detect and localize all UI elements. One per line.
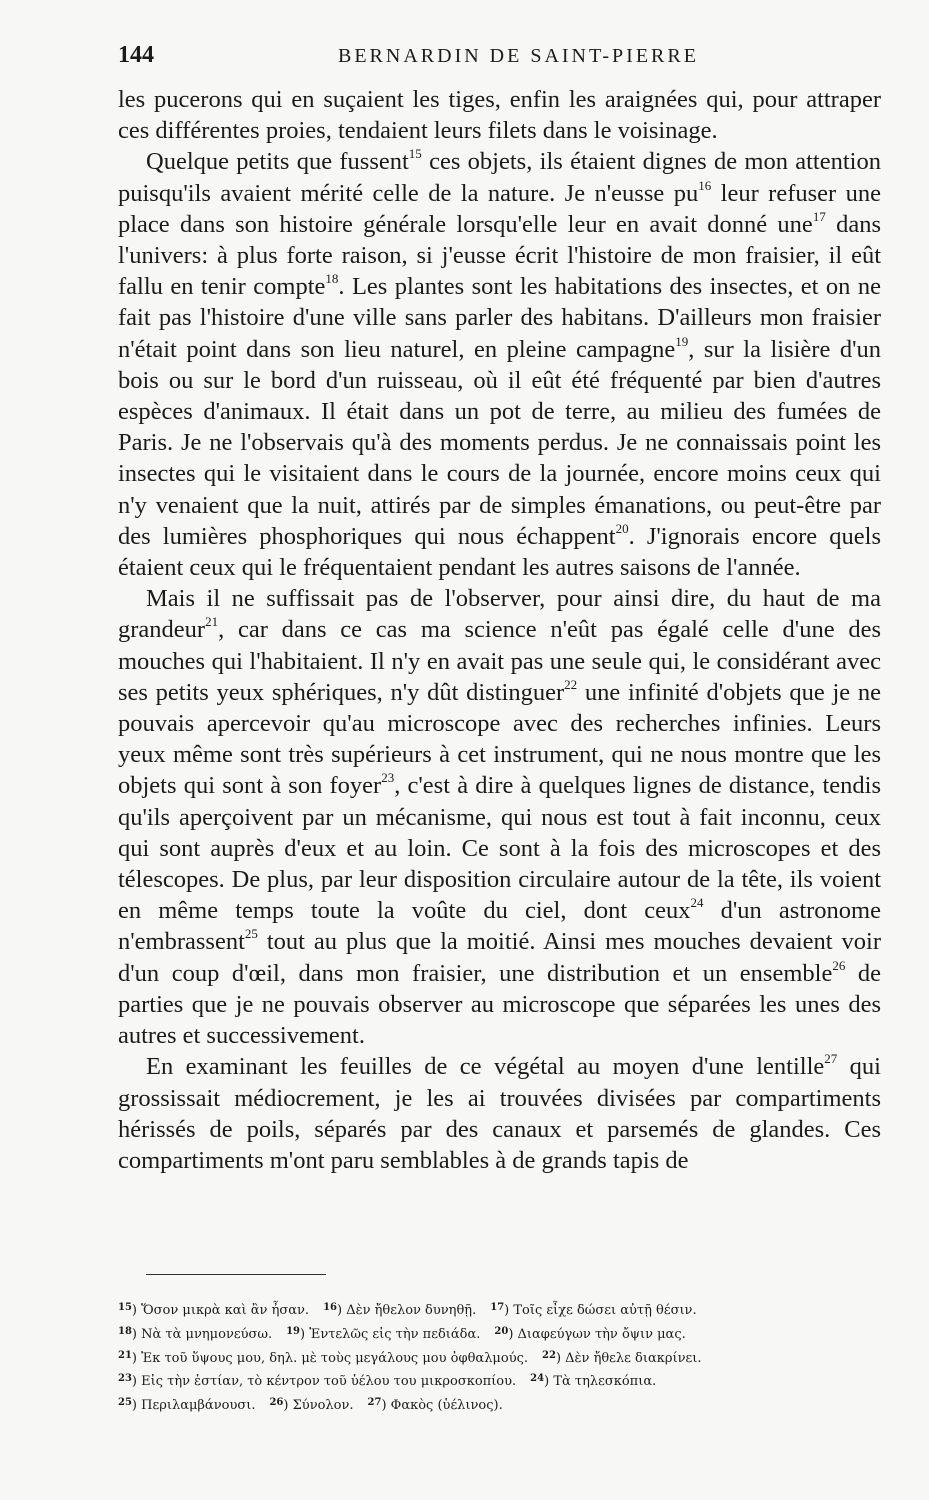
footnote-paren: )	[283, 1398, 293, 1414]
footnote-paren: )	[508, 1326, 518, 1342]
footnotes	[118, 1298, 881, 1417]
footnote	[118, 1398, 255, 1413]
footnote-marker: 17	[812, 208, 826, 224]
footnote-text: Ἐκ τοῦ ὕψους μου, δηλ. μὲ τοὺς μεγάλους μου ὀφθαλμούς.	[141, 1350, 529, 1366]
footnote-marker: 25	[244, 926, 258, 942]
footnote	[269, 1398, 353, 1413]
footnote	[490, 1303, 696, 1318]
footnote-number: 26	[269, 1397, 284, 1409]
footnote-number: 19	[286, 1325, 301, 1337]
text-run: qui grossissait médiocrement, je les ai trouvées divisées par compartiments hérissés de poils, séparés par des canaux et parsemés de glandes. Ces compartiments m'ont paru semblables à de grands tapis de	[118, 1053, 881, 1174]
footnote-number: 15	[118, 1302, 132, 1313]
text-run: d'un astronome n'embrassent	[118, 897, 881, 956]
footnote-number: 23	[118, 1373, 132, 1385]
footnote-paren: )	[131, 1326, 142, 1342]
footnote-number: 17	[490, 1302, 505, 1313]
footnote	[286, 1327, 480, 1342]
text-run: dans l'univers: à plus forte raison, si j'eusse écrit l'histoire de mon fraisier, il eût fallu en tenir compte	[118, 210, 881, 301]
text-run: . J'ignorais encore quels étaient ceux qui le fréquentaient pendant les autres saisons de l'année.	[118, 522, 881, 582]
paragraph	[118, 583, 881, 1051]
footnote-marker: 15	[408, 146, 422, 162]
footnote-paren: )	[544, 1374, 554, 1390]
text-run: leur refuser une place dans son histoire générale lorsqu'elle leur en avait donné une	[118, 179, 881, 238]
footnote-paren: )	[131, 1374, 142, 1390]
footnote	[494, 1327, 685, 1342]
footnote-number: 24	[530, 1373, 545, 1385]
footnote-text: Νὰ τὰ μνημονεύσω.	[141, 1326, 273, 1342]
footnote-number: 27	[367, 1397, 382, 1409]
footnote-paren: )	[131, 1303, 142, 1318]
footnote-marker: 24	[690, 895, 704, 911]
text-run: ces objets, ils étaient dignes de mon attention puisqu'ils avaient mérité celle de la nature. Je n'eusse pu	[118, 148, 881, 207]
footnote-paren: )	[336, 1303, 347, 1318]
footnote-paren: )	[300, 1326, 310, 1342]
footnote-marker: 19	[675, 333, 689, 349]
footnote-number: 18	[118, 1325, 132, 1337]
footnote-number: 20	[494, 1325, 509, 1337]
footnote-marker: 26	[832, 957, 846, 973]
footnote-text: Εἰς τὴν ἑστίαν, τὸ κέντρον τοῦ ὑέλου του μικροσκοπίου.	[141, 1374, 517, 1390]
footnote-text: Διαφεύγων τὴν ὄψιν μας.	[517, 1326, 686, 1342]
footnote-line	[118, 1298, 881, 1322]
footnote-number: 16	[323, 1302, 337, 1313]
footnote-text: Σύνολον.	[292, 1398, 354, 1414]
footnote-text: Τοῖς εἶχε δώσει αὐτῇ θέσιν.	[513, 1303, 697, 1318]
text-run: . Les plantes sont les habitations des insectes, et on ne fait pas l'histoire d'une ville sans parler des habitans. D'ailleurs mon fraisier n'était point dans son lieu naturel, en pleine campagne	[118, 273, 882, 363]
footnote-text: Ἐντελῶς εἰς τὴν πεδιάδα.	[309, 1326, 481, 1342]
footnote-text: Δὲν ἤθελε διακρίνει.	[565, 1350, 702, 1366]
footnote-text: Τὰ τηλεσκόπια.	[553, 1374, 657, 1390]
footnote-marker: 18	[325, 271, 339, 287]
footnote	[542, 1351, 701, 1366]
footnote-marker: 20	[615, 520, 629, 536]
footnote-paren: )	[131, 1350, 142, 1366]
text-run: tout au plus que la moitié. Ainsi mes mouches devaient voir d'un coup d'œil, dans mon fraisier, une distribution et un ensemble	[118, 928, 881, 987]
text-run: Mais il ne suffissait pas de l'observer, pour ainsi dire, du haut de ma grandeur	[118, 585, 881, 644]
footnote	[530, 1374, 656, 1389]
footnote-marker: 27	[824, 1051, 838, 1067]
text-run: , sur la lisière d'un bois ou sur le bord d'un ruisseau, où il eût été fréquenté par bien d'autres espèces d'animaux. Il était dans un pot de terre, au milieu des fumées de Paris. Je ne l'observais qu'à des moments perdus. Je ne connaissais point les insectes qui le visitaient dans le cours de la journée, encore moins ceux qui n'y venaient que la nuit, attirés par de simples émanations, ou peut-être par des lumières phosphoriques qui nous échappent	[118, 335, 881, 550]
footnote	[323, 1303, 476, 1318]
text-run: , car dans ce cas ma science n'eût pas égalé celle d'une des mouches qui l'habitaient. Il n'y en avait pas une seule qui, le considérant avec ses petits yeux sphériques, n'y dût distinguer	[118, 616, 881, 706]
footnote-paren: )	[131, 1398, 142, 1414]
footnote	[118, 1374, 516, 1389]
footnote-text: Ὅσον μικρὰ καὶ ἂν ἦσαν.	[141, 1303, 310, 1318]
footnote-line	[118, 1393, 881, 1417]
footnote-number: 22	[542, 1349, 556, 1361]
paragraph	[118, 146, 881, 583]
body-text	[118, 84, 881, 1176]
text-run: de parties que je ne pouvais observer au microscope que séparées les unes des autres et successivement.	[118, 959, 882, 1050]
footnote-line	[118, 1369, 881, 1393]
page-header	[118, 42, 881, 69]
footnote	[118, 1351, 528, 1366]
footnote-marker: 23	[381, 770, 395, 786]
footnote-line	[118, 1322, 881, 1346]
footnote-number: 21	[118, 1349, 132, 1361]
text-run: , c'est à dire à quelques lignes de distance, tendis qu'ils aperçoivent par un mécanisme, qui nous est tout à fait inconnu, ceux qui sont auprès d'eux et au loin. Ce sont à la fois des microscopes et des télescopes. De plus, par leur disposition circulaire autour de la tête, ils voient en même temps toute la voûte du ciel, dont ceux	[118, 772, 881, 925]
footnote-separator	[146, 1274, 326, 1275]
footnote-marker: 21	[205, 614, 219, 630]
text-run: Quelque petits que fussent	[146, 148, 409, 176]
paragraph	[118, 1051, 881, 1176]
text-run: les pucerons qui en suçaient les tiges, enfin les araignées qui, pour attraper ces différentes proies, tendaient leurs filets dans le voisinage.	[118, 86, 881, 145]
text-run: En examinant les feuilles de ce végétal au moyen d'une lentille	[146, 1053, 825, 1081]
footnote	[368, 1398, 503, 1413]
footnote-text: Φακὸς (ὑέλινος).	[390, 1398, 503, 1414]
footnote-marker: 22	[564, 676, 578, 692]
running-title: BERNARDIN DE SAINT-PIERRE	[338, 45, 699, 67]
footnote-line	[118, 1346, 881, 1370]
footnote-paren: )	[504, 1303, 514, 1318]
footnote-text: Περιλαμβάνουσι.	[141, 1398, 256, 1414]
paragraph	[118, 84, 881, 146]
text-run: une infinité d'objets que je ne pouvais apercevoir qu'au microscope avec des recherches infinies. Leurs yeux même sont très supérieurs à cet instrument, qui ne nous montre que les objets qui sont à son foyer	[118, 678, 881, 800]
footnote-paren: )	[381, 1398, 391, 1414]
footnote	[118, 1303, 309, 1318]
footnote-paren: )	[555, 1350, 566, 1366]
footnote-number: 25	[118, 1397, 132, 1409]
footnote-marker: 16	[698, 177, 712, 193]
footnote-text: Δὲν ἤθελον δυνηθῇ.	[346, 1303, 477, 1318]
footnote	[118, 1327, 272, 1342]
page-number: 144	[118, 42, 154, 68]
